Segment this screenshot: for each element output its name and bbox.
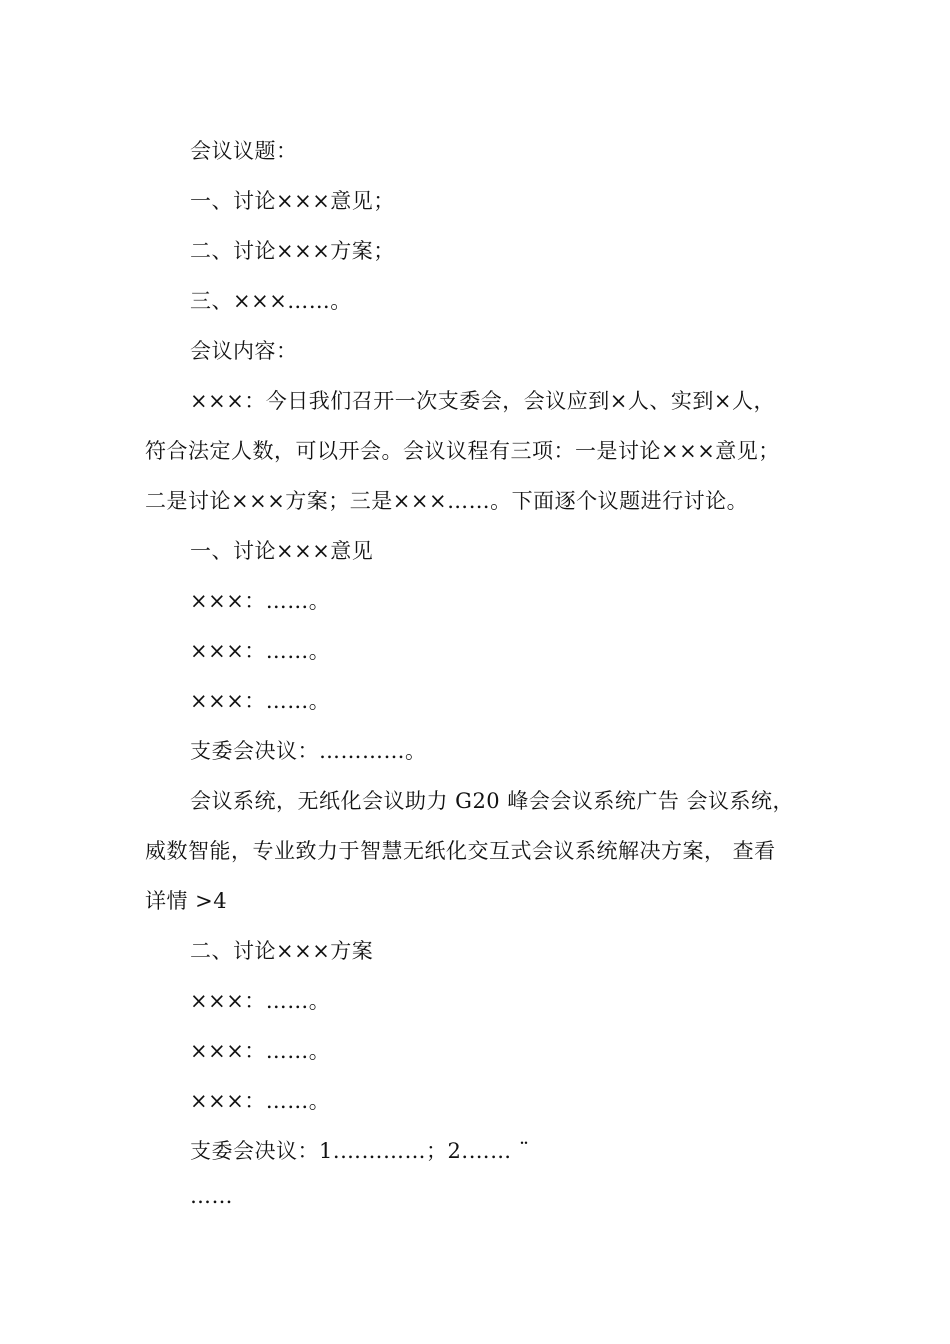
agenda-item-3: 三、×××……。 xyxy=(190,289,352,313)
section-1-speaker-3: ×××：……。 xyxy=(190,689,331,713)
content-heading: 会议内容： xyxy=(190,339,298,363)
ad-paragraph-line-2: 威数智能，专业致力于智慧无纸化交互式会议系统解决方案， 查看 xyxy=(145,839,776,863)
section-1-speaker-2: ×××：……。 xyxy=(190,639,331,663)
opening-paragraph-line-2: 符合法定人数，可以开会。会议议程有三项：一是讨论×××意见； xyxy=(145,439,780,463)
opening-paragraph-line-3: 二是讨论×××方案；三是×××……。下面逐个议题进行讨论。 xyxy=(145,489,749,513)
section-2-speaker-3: ×××：……。 xyxy=(190,1089,331,1113)
opening-paragraph-line-1: ×××：今日我们召开一次支委会，会议应到×人、实到×人， xyxy=(190,389,775,413)
agenda-item-1: 一、讨论×××意见； xyxy=(190,189,395,213)
ad-details-link[interactable]: 详情 >4 xyxy=(145,889,228,913)
section-2-resolution: 支委会决议：1.…………；2.…… ¨ xyxy=(190,1139,530,1163)
section-1-resolution: 支委会决议：…………。 xyxy=(190,739,427,763)
section-2-heading: 二、讨论×××方案 xyxy=(190,939,374,963)
section-1-heading: 一、讨论×××意见 xyxy=(190,539,374,563)
agenda-heading: 会议议题： xyxy=(190,139,298,163)
agenda-item-2: 二、讨论×××方案； xyxy=(190,239,395,263)
section-2-speaker-2: ×××：……。 xyxy=(190,1039,331,1063)
trailing-ellipsis: …… xyxy=(190,1184,233,1208)
section-1-speaker-1: ×××：……。 xyxy=(190,589,331,613)
section-2-speaker-1: ×××：……。 xyxy=(190,989,331,1013)
ad-paragraph-line-1: 会议系统，无纸化会议助力 G20 峰会会议系统广告 会议系统， xyxy=(190,789,795,813)
